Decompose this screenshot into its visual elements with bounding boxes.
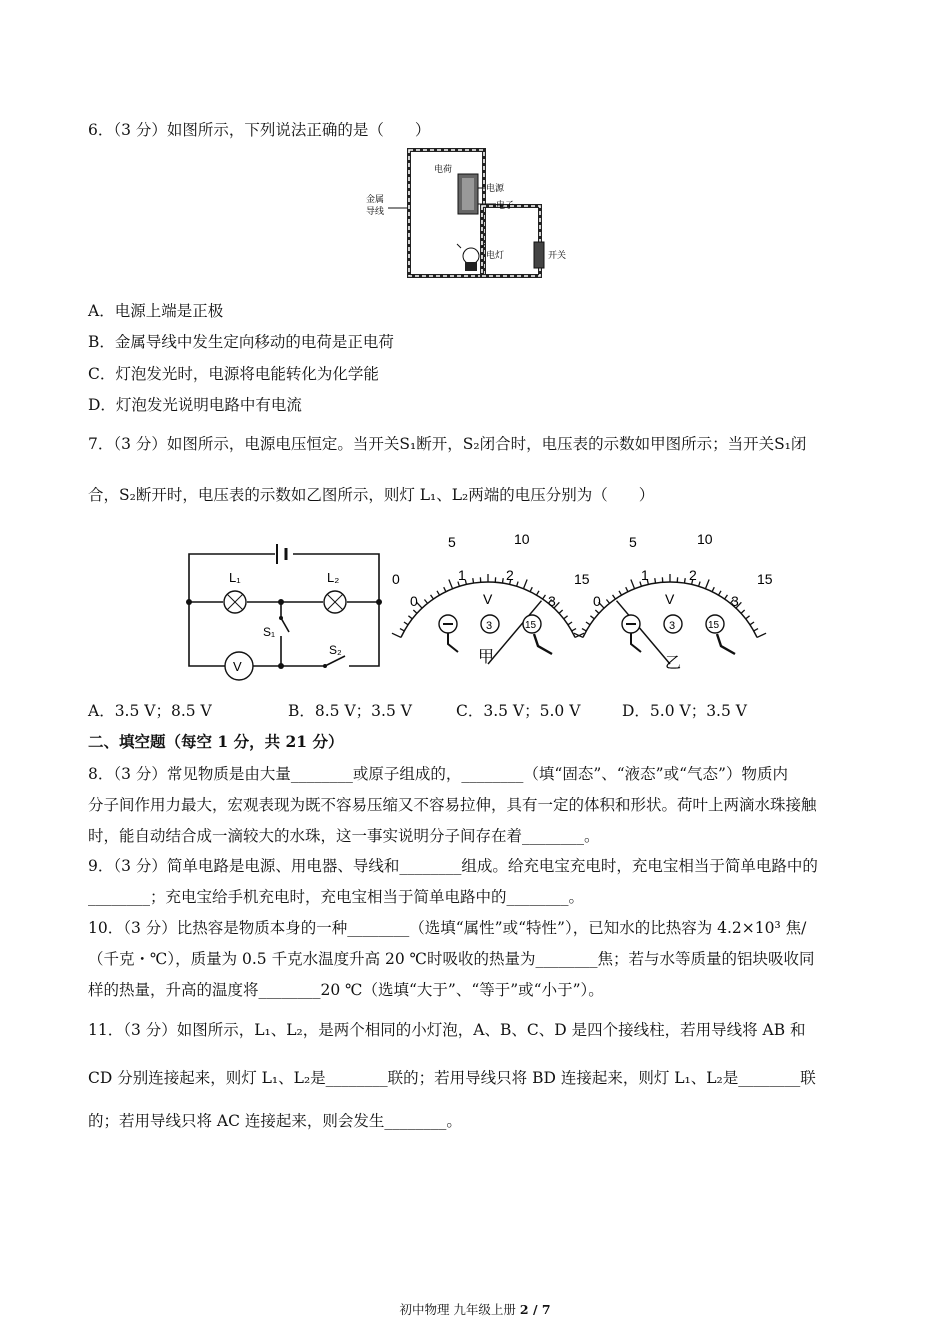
dial-tick	[631, 579, 635, 588]
meter-a-term-3: 3	[486, 620, 493, 632]
meter-b-name: 乙	[665, 655, 682, 672]
meter-a-top-10: 10	[514, 531, 530, 547]
meter-a-bot-1: 1	[458, 567, 466, 583]
lamp-l1-icon	[224, 591, 246, 613]
dial-tick	[517, 582, 518, 587]
meter-b-bot-2: 2	[689, 567, 697, 583]
meter-b-top-10: 10	[697, 531, 713, 547]
dial-tick	[746, 616, 750, 619]
meter-a-unit: V	[483, 591, 493, 607]
meter-b-bot-3: 3	[731, 593, 739, 609]
dial-tick	[655, 578, 656, 583]
dial-tick	[606, 600, 609, 604]
q7-circuit-diagram	[183, 536, 388, 684]
q7-label-l1: L₁	[229, 570, 241, 585]
q6-option-b: B．金属导线中发生定向移动的电荷是正电荷	[88, 333, 394, 351]
q8-line-3: 时，能自动结合成一滴较大的水珠，这一事实说明分子间存在着________。	[88, 827, 600, 845]
dial-tick	[705, 579, 709, 588]
dial-tick	[536, 591, 539, 595]
dial-tick	[431, 595, 434, 599]
dial-tick	[757, 633, 766, 637]
q10-line-2: （千克・℃），质量为 0.5 千克水温度升高 20 ℃时吸收的热量为________焦；若与水等质量的铝块吸收同	[88, 950, 815, 968]
meter-b-term-3: 3	[669, 620, 676, 632]
meter-b-bot-1: 1	[641, 567, 649, 583]
q7-option-a: A．3.5 V；8.5 V	[88, 702, 212, 720]
voltmeter-dial-yi	[585, 528, 775, 676]
q10-line-1: 10．（3 分）比热容是物质本身的一种________（选填“属性”或“特性”），已知水的比热容为 4.2×10³ 焦/	[88, 919, 807, 937]
q6-label-wire: 金属	[366, 194, 385, 204]
q6-circuit-figure	[364, 146, 586, 284]
dial-tick	[523, 579, 527, 588]
meter-b-term-15: 15	[708, 620, 720, 631]
q7-options	[88, 700, 747, 722]
dial-tick	[613, 595, 616, 599]
dial-tick	[718, 591, 721, 595]
dial-tick	[754, 629, 758, 631]
meter-b-unit: V	[665, 591, 675, 607]
q11-line-3: 的；若用导线只将 AC 连接起来，则会发生________。	[88, 1112, 462, 1130]
q6-label-wire2: 导线	[366, 206, 385, 216]
q6-option-a: A．电源上端是正极	[88, 302, 224, 320]
dial-tick	[564, 616, 568, 619]
footer-text: 初中物理 九年级上册	[399, 1302, 520, 1317]
meter-a-bot-2: 2	[506, 567, 514, 583]
q6-label-source: 电源	[486, 183, 505, 193]
switch-icon	[534, 242, 544, 268]
q6-option-c: C．灯泡发光时，电源将电能转化为化学能	[88, 365, 379, 383]
q6-label-lamp: 电灯	[486, 250, 505, 260]
dial-tick	[699, 582, 700, 587]
dial-tick	[408, 616, 412, 619]
q6-label-charge: 电荷	[434, 164, 453, 174]
q7-option-c: C．3.5 V；5.0 V	[456, 702, 581, 720]
dial-tick	[404, 622, 408, 625]
dial-tick	[502, 578, 503, 583]
dial-tick	[400, 629, 404, 631]
meter-b-top-5: 5	[629, 534, 637, 550]
dial-tick	[437, 591, 440, 595]
page-number: 2 / 7	[519, 1302, 551, 1317]
meter-a-bot-0: 0	[410, 593, 418, 609]
dial-tick	[619, 591, 622, 595]
q9-line-2: ________；充电宝给手机充电时，充电宝相当于简单电路中的________。	[88, 888, 585, 906]
dial-tick	[568, 622, 572, 625]
meter-a-term-15: 15	[525, 620, 537, 631]
meter-a-top-15: 15	[574, 571, 590, 587]
dial-tick	[725, 595, 728, 599]
dial-tick	[684, 578, 685, 583]
q11-line-1: 11．（3 分）如图所示，L₁、L₂，是两个相同的小灯泡，A、B、C、D 是四个接线柱，若用导线将 AB 和	[88, 1021, 806, 1039]
q7-label-l2: L₂	[327, 570, 340, 585]
dial-tick	[595, 610, 599, 613]
voltmeter-dial-jia	[388, 528, 588, 676]
lamp-l2-icon	[324, 591, 346, 613]
terminal-minus-icon	[622, 615, 641, 652]
q10-line-3: 样的热量，升高的温度将________20 ℃（选填“大于”、“等于”或“小于”）。	[88, 981, 604, 999]
q6-label-electron: 电子	[496, 200, 515, 210]
page-footer	[0, 1300, 950, 1318]
dial-tick	[559, 610, 563, 613]
q6-label-switch: 开关	[548, 250, 567, 260]
q7-stem-line1: 7．（3 分）如图所示，电源电压恒定。当开关S₁断开，S₂闭合时，电压表的示数如甲图所示；当开关S₁闭	[88, 435, 807, 453]
q6-option-d: D．灯泡发光说明电路中有电流	[88, 396, 302, 414]
dial-tick	[413, 610, 417, 613]
q7-label-v: V	[233, 659, 242, 674]
q7-label-s1: S₁	[263, 625, 276, 639]
q6-stem: 6．（3 分）如图所示，下列说法正确的是（ ）	[88, 121, 431, 139]
meter-a-name: 甲	[478, 649, 495, 666]
dial-tick	[586, 622, 590, 625]
meter-b-top-15: 15	[757, 571, 773, 587]
q7-option-b: B．8.5 V；3.5 V	[288, 702, 412, 720]
dial-tick	[741, 610, 745, 613]
dial-tick	[712, 587, 714, 591]
q7-option-d: D．5.0 V；3.5 V	[622, 702, 747, 720]
dial-tick	[530, 587, 532, 591]
dial-tick	[626, 587, 628, 591]
meter-a-bot-3: 3	[548, 593, 556, 609]
q9-line-1: 9．（3 分）简单电路是电源、用电器、导线和________组成。给充电宝充电时，充电宝相当于简单电路中的	[88, 857, 818, 875]
meter-a-top-5: 5	[448, 534, 456, 550]
lamp-icon	[463, 248, 479, 264]
dial-tick	[424, 600, 427, 604]
terminal-minus-icon	[439, 615, 458, 652]
meter-b-needle	[617, 601, 670, 664]
q7-stem-line2: 合，S₂断开时，电压表的示数如乙图所示，则灯 L₁、L₂两端的电压分别为（ ）	[88, 486, 655, 504]
dial-tick	[473, 578, 474, 583]
q8-line-1: 8．（3 分）常见物质是由大量________或原子组成的，________（填“固态”、“液态”或“气态”）物质内	[88, 765, 788, 783]
q11-line-2: CD 分别连接起来，则灯 L₁、L₂是________联的；若用导线只将 BD 连接起来，则灯 L₁、L₂是________联	[88, 1069, 816, 1087]
q8-line-2: 分子间作用力最大，宏观表现为既不容易压缩又不容易拉伸，具有一定的体积和形状。荷叶上两滴水珠接触	[88, 796, 817, 814]
dial-tick	[392, 633, 401, 637]
meter-b-bot-0: 0	[593, 593, 601, 609]
dial-tick	[590, 616, 594, 619]
dial-tick	[449, 579, 453, 588]
dial-tick	[444, 587, 446, 591]
dial-tick	[572, 629, 576, 631]
meter-a-top-0: 0	[392, 571, 400, 587]
dial-tick	[543, 595, 546, 599]
dial-tick	[750, 622, 754, 625]
q7-label-s2: S₂	[329, 643, 342, 657]
section-heading: 二、填空题（每空 1 分，共 21 分）	[88, 732, 344, 751]
